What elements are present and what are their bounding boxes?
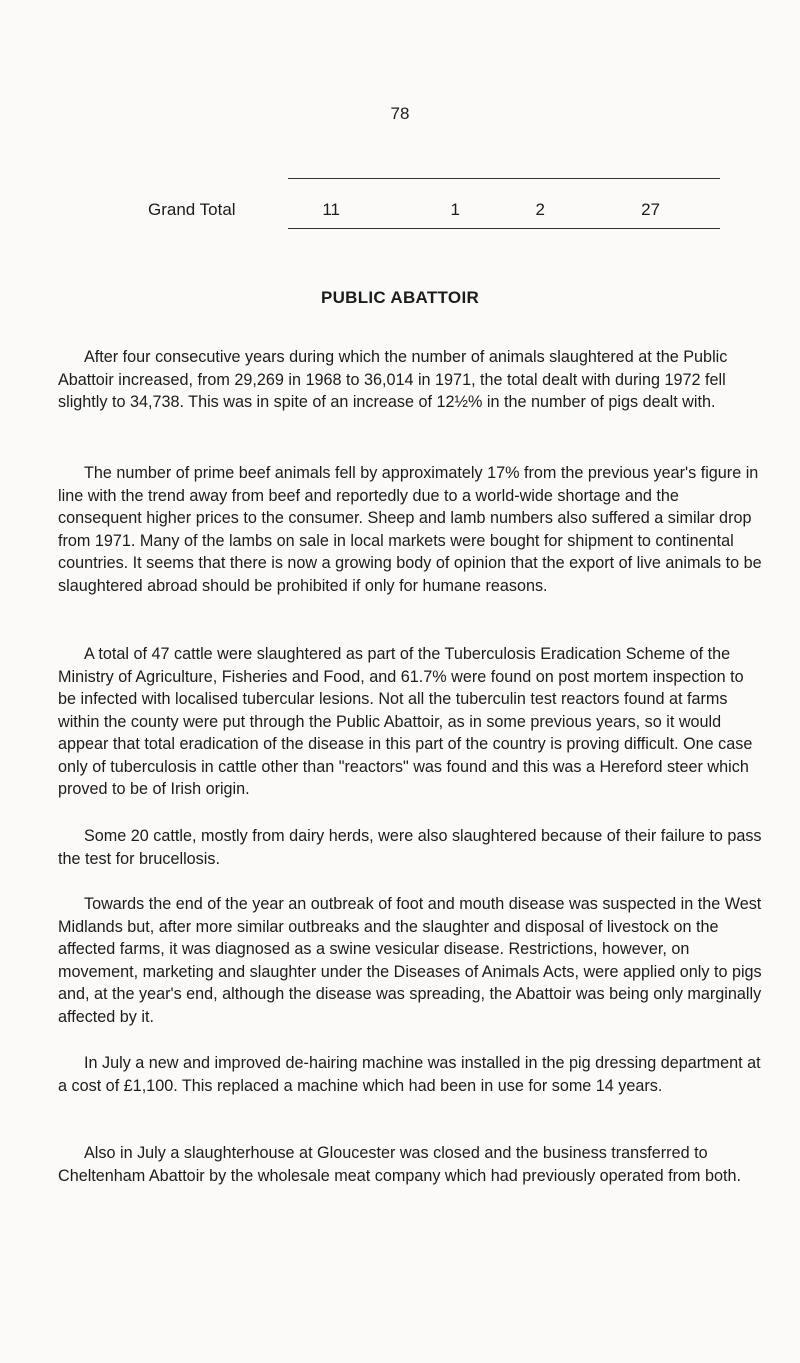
paragraph: In July a new and improved de-hairing machine was installed in the pig dressing department at a cost of £1,100. This replaced a machine which had been in use for some 14 years. (58, 1054, 761, 1095)
section-heading: PUBLIC ABATTOIR (320, 288, 480, 307)
grand-total-value: 2 (535, 200, 545, 219)
grand-total-value: 1 (450, 200, 460, 219)
paragraph: Towards the end of the year an outbreak of foot and mouth disease was suspected in the West Midlands but, after more similar outbreaks and the slaughter and disposal of livestock on the affected farms, it was diagnosed as a swine vesicular disease. Restrictions, however, on movement, marketing and slaughter under the Diseases of Animals Acts, were applied only to pigs and, at the year's end, although the disease was spreading, the Abattoir was being only marginally affected by it. (58, 895, 762, 1026)
paragraph: Also in July a slaughterhouse at Gloucester was closed and the business transferred to Cheltenham Abattoir by the wholesale meat company which had previously operated from both. (58, 1144, 741, 1185)
bottom-rule (288, 228, 720, 229)
paragraph: The number of prime beef animals fell by approximately 17% from the previous year's figure in line with the trend away from beef and reportedly due to a world-wide shortage and the consequent higher prices to the consumer. Sheep and lamb numbers also suffered a similar drop from 1971. Many of the lambs on sale in local markets were bought for shipment to continental countries. It seems that there is now a growing body of opinion that the export of live animals to be slaughtered abroad should be prohibited if only for humane reasons. (58, 464, 762, 595)
grand-total-value: 11 (322, 200, 340, 219)
top-rule (288, 178, 720, 179)
paragraph: Some 20 cattle, mostly from dairy herds, were also slaughtered because of their failure to pass the test for brucellosis. (58, 827, 762, 868)
grand-total-label: Grand Total (148, 200, 236, 219)
grand-total-value: 27 (641, 200, 660, 219)
paragraph: A total of 47 cattle were slaughtered as part of the Tuberculosis Eradication Scheme of the Ministry of Agriculture, Fisheries and Food, and 61.7% were found on post mortem inspection to be infected with localised tubercular lesions. Not all the tuberculin test reactors found at farms within the county were put through the Public Abattoir, as in some previous years, so it would appear that total eradication of the disease in this part of the country is proving difficult. One case only of tuberculosis in cattle other than "reactors" was found and this was a Hereford steer which proved to be of Irish origin. (58, 645, 753, 798)
paragraph: After four consecutive years during which the number of animals slaughtered at the Public Abattoir increased, from 29,269 in 1968 to 36,014 in 1971, the total dealt with during 1972 fell slightly to 34,738. This was in spite of an increase of 12½% in the number of pigs dealt with. (58, 348, 728, 411)
page-number: 78 (390, 104, 410, 123)
